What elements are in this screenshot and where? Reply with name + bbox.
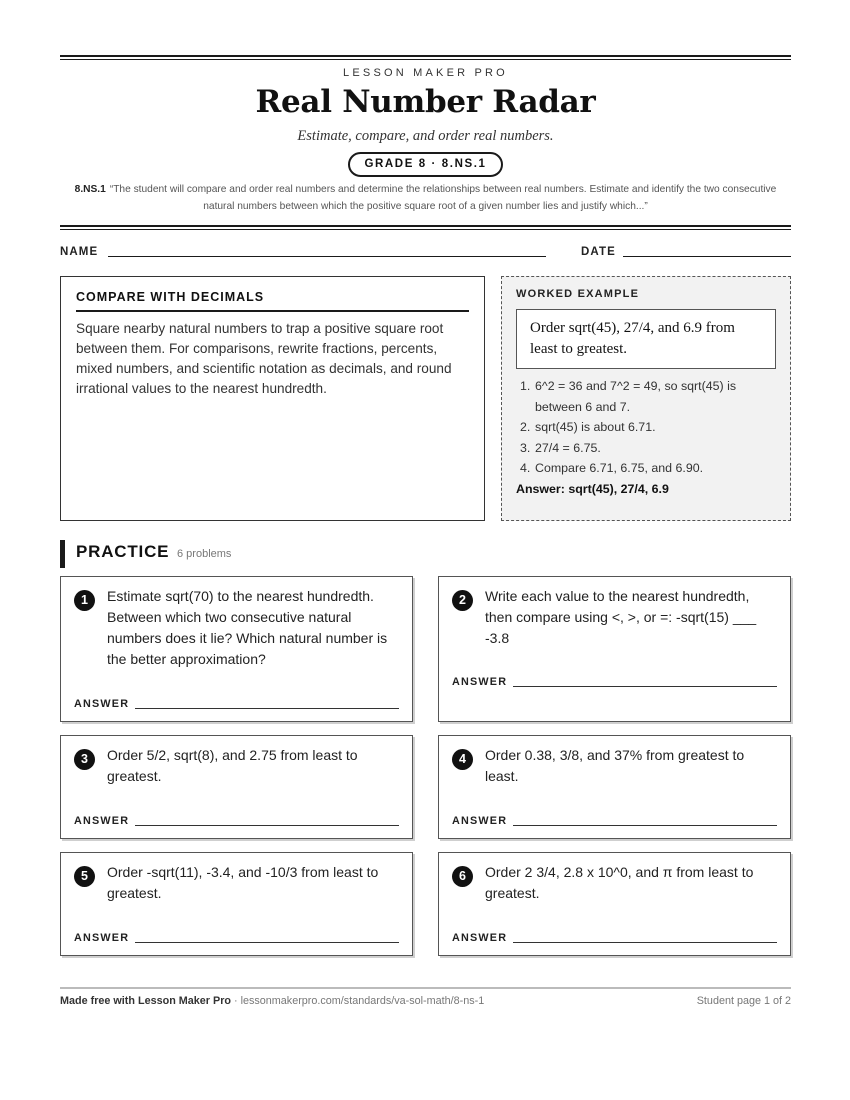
grade-badge-wrap [60,152,791,177]
worksheet-page [60,0,791,1100]
worked-example-answer: Answer: sqrt(45), 27/4, 6.9 [516,481,669,496]
problem-text: Order -sqrt(11), -3.4, and -10/3 from least to greatest. [107,864,379,901]
problem-number-badge: 6 [452,866,473,887]
answer-label: ANSWER [74,698,130,710]
problem-number-badge: 2 [452,590,473,611]
practice-title: PRACTICE [76,542,170,561]
answer-label: ANSWER [74,815,130,827]
problem-text: Write each value to the nearest hundredth, then compare using <, >, or =: -sqrt(15) ___ -3.8 [485,588,757,646]
name-field[interactable] [108,256,546,257]
footer-url[interactable]: · lessonmakerpro.com/standards/va-sol-math/8-ns-1 [231,995,485,1007]
page-subtitle: Estimate, compare, and order real numbers. [297,128,554,144]
worked-example-problem: Order sqrt(45), 27/4, and 6.9 from least to greatest. [516,309,776,369]
header-bottom-rule [60,225,791,230]
problem-text: Estimate sqrt(70) to the nearest hundredth. Between which two consecutive natural numbers does it lie? Which natural number is the better approximation? [107,588,388,667]
page-title: Real Number Radar [255,84,596,120]
answer-field[interactable] [135,825,399,826]
footer-rule [60,987,791,989]
header-top-rule [60,55,791,60]
answer-field[interactable] [135,708,399,709]
concept-body: Square nearby natural numbers to trap a positive square root between them. For comparisons, rewrite fractions, percents, mixed numbers, and scientific notation as decimals, and round irrational values to the nearest hundredth. [76,321,452,396]
problem-number-badge: 3 [74,749,95,770]
problem-card-5 [60,852,413,956]
worked-example-steps [516,376,776,479]
problem-number-badge: 4 [452,749,473,770]
problem-number-badge: 5 [74,866,95,887]
answer-field[interactable] [513,942,777,943]
example-step: 1. 6^2 = 36 and 7^2 = 49, so sqrt(45) is between 6 and 7. [520,379,737,414]
worked-example-box [501,276,791,521]
practice-accent-bar [60,540,65,568]
answer-field[interactable] [513,825,777,826]
worked-example-title: WORKED EXAMPLE [516,288,640,300]
problem-card-4 [438,735,791,839]
problem-text: Order 5/2, sqrt(8), and 2.75 from least to greatest. [107,747,358,784]
answer-label: ANSWER [452,815,508,827]
problem-card-2 [438,576,791,722]
problem-number-badge: 1 [74,590,95,611]
answer-field[interactable] [135,942,399,943]
answer-label: ANSWER [74,932,130,944]
answer-field[interactable] [513,686,777,687]
footer-credit [60,995,484,1007]
brand-name: LESSON MAKER PRO [343,67,508,79]
concept-box [60,276,485,521]
problem-card-6 [438,852,791,956]
grade-badge: GRADE 8 · 8.NS.1 [348,152,502,177]
problem-text: Order 2 3/4, 2.8 x 10^0, and π from least to greatest. [485,864,754,901]
name-label: NAME [60,246,99,258]
footer-made-with: Made free with Lesson Maker Pro [60,995,231,1007]
practice-count: 6 problems [177,548,232,560]
problem-card-1 [60,576,413,722]
standard-description [60,181,791,215]
problem-text: Order 0.38, 3/8, and 37% from greatest to least. [485,747,745,784]
example-step: 4. Compare 6.71, 6.75, and 6.90. [520,461,704,475]
example-step: 2. sqrt(45) is about 6.71. [520,420,656,434]
answer-label: ANSWER [452,676,508,688]
date-field[interactable] [623,256,791,257]
problem-card-3 [60,735,413,839]
answer-label: ANSWER [452,932,508,944]
date-label: DATE [581,246,616,258]
standard-code: 8.NS.1 [74,184,106,195]
concept-title: COMPARE WITH DECIMALS [76,290,469,312]
footer-page-number: Student page 1 of 2 [696,995,791,1007]
standard-text: “The student will compare and order real numbers and determine the relationships between real numbers. Estimate and identify the two consecutive natural numbers between which the positive square root of a given number lies and justify which...” [109,184,777,212]
example-step: 3. 27/4 = 6.75. [520,440,601,455]
